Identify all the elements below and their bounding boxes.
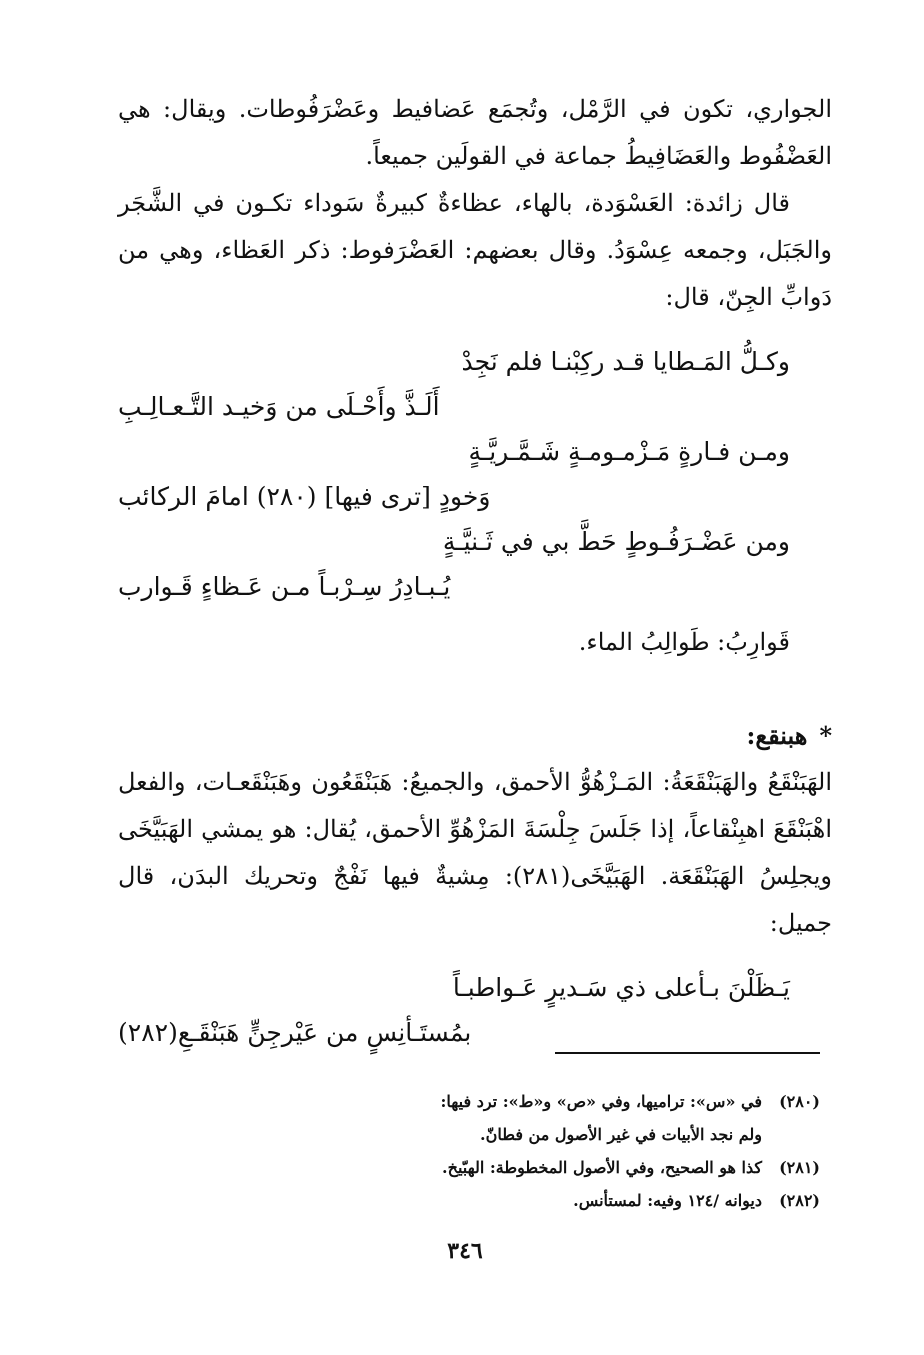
verse-line: أَلَـذَّ وأَحْـلَى من وَخيـد التَّـعـالِـبِ <box>118 392 440 421</box>
entry-heading-text: هبنقع: <box>746 721 808 750</box>
verse-line: وَخودٍ [ترى فيها] (٢٨٠) امامَ الركائب <box>118 482 491 511</box>
asterisk-marker: * <box>819 721 832 750</box>
page-number: ٣٤٦ <box>447 1238 483 1264</box>
footnote-text: في «س»: تراميها، وفي «ص» و«ط»: ترد فيها: <box>440 1092 762 1111</box>
footnotes <box>300 1085 820 1217</box>
footnote-text: ديوانه /١٢٤ وفيه: لمستأنس. <box>573 1191 762 1210</box>
verse-block-1 <box>118 339 832 609</box>
verse-line: يُـبـادِرُ سِـرْبـاً مـن عَـظاءٍ قَـوارب <box>118 572 451 601</box>
footnote-text: كذا هو الصحيح، وفي الأصول المخطوطة: الهبّيخ. <box>442 1158 762 1177</box>
footnote <box>300 1151 820 1184</box>
paragraph-3: الهَبَنْقَعُ والهَبَنْقَعَةُ: المَـزْهُوُّ الأحمق، والجميعُ: هَبَنْقَعُون وهَبَنْقَعـات، والفعل اهْبَنْقَعَ اهبِنْقاعاً، إذا جَلَسَ جِلْسَةَ المَزْهُوِّ الأحمق، يُقال: هو يمشي الهَبَيَّخَى ويجلِسُ الهَبَنْقَعَة. الهَبَيَّخَى(٢٨١): مِشيةٌ فيها نَفْجٌ وتحريك البدَن، قال جميل: <box>118 768 833 937</box>
gloss-line: قَوارِبُ: طَوالِبُ الماء. <box>578 628 790 656</box>
entry-heading <box>118 712 832 759</box>
verse-line: وكـلُّ المَـطايا قـد ركِبْنـا فلم نَجِدْ <box>461 347 790 376</box>
paragraph-1: الجواري، تكون في الرَّمْل، وتُجمَع عَضافيط وعَضْرَفُوطات. ويقال: هي العَضْفُوط والعَضَافِيطُ جماعة في القولَين جميعاً. <box>118 95 832 170</box>
footnote <box>300 1184 820 1217</box>
verse-block-2 <box>118 965 832 1055</box>
footnote-number: (٢٨٠) <box>779 1092 820 1111</box>
footnote-number: (٢٨٢) <box>779 1191 820 1210</box>
footnote-divider <box>555 1052 820 1054</box>
verse-line: ومـن فـارةٍ مَـزْمـومـةٍ شَـمَّـريَّـةٍ <box>468 437 790 466</box>
page-body <box>118 86 832 1065</box>
footnote-continuation: ولم نجد الأبيات في غير الأصول من فطانّ. <box>480 1125 762 1144</box>
footnote-number: (٢٨١) <box>779 1158 820 1177</box>
paragraph-2: قال زائدة: العَسْوَدة، بالهاء، عظاءةٌ كبيرةٌ سَوداء تكـون في الشَّجَر والجَبَل، وجمعه عِسْوَدُ. وقال بعضهم: العَضْرَفوط: ذكر العَظاء، وهي من دَوابِّ الجِنّ، قال: <box>118 189 832 311</box>
footnote <box>300 1085 820 1118</box>
verse-line: ومن عَضْـرَفُـوطٍ حَطَّ بي في ثَـنيَّـةٍ <box>442 527 790 556</box>
verse-line: يَـظَلْنَ بـأعلى ذي سَـديرٍ عَـواطبـاً <box>452 973 790 1002</box>
verse-line: بمُستَـأنِسٍ من عَيْرجِنٍّ هَبَنْقَـعِ(٢٨٢) <box>118 1018 472 1047</box>
